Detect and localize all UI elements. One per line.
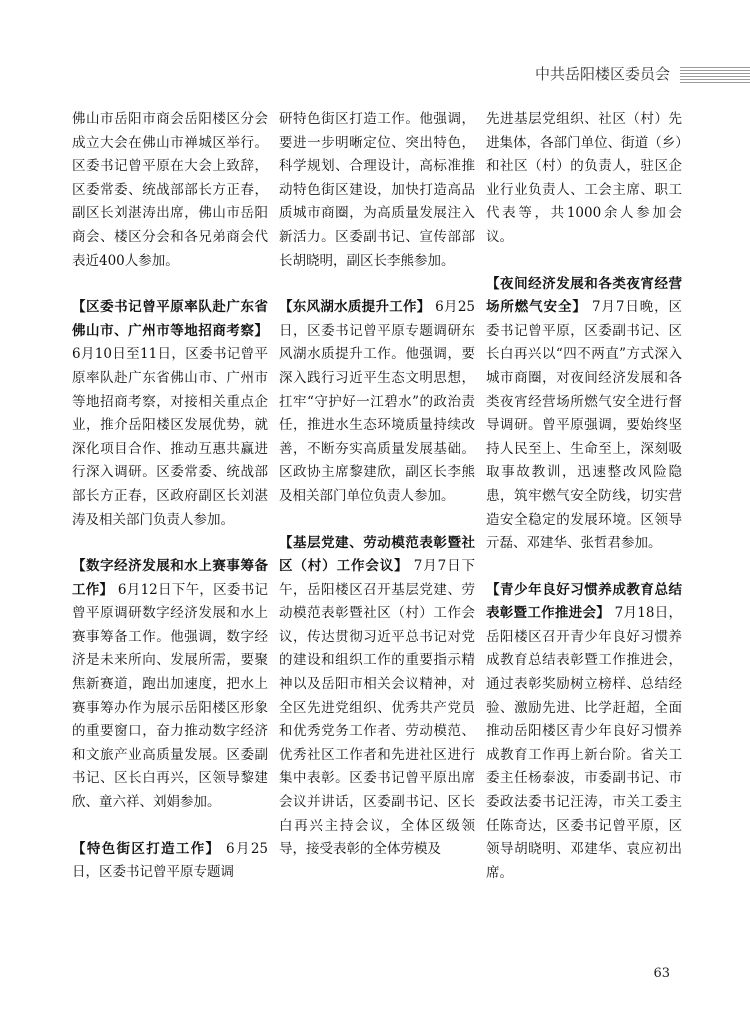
text-column-3 <box>486 108 682 908</box>
paragraph <box>486 108 682 250</box>
text-column-2 <box>279 108 475 885</box>
paragraph-body: 6月25日，区委书记曾平原专题调研东风湖水质提升工作。他强调，要深入践行习近平生态文明思想，扛牢“守护好一江碧水”的政治责任，推进水生态环境质量持续改善，不断夯实高质量发展基础。区政协主席黎建欣，副区长李熊及相关部门单位负责人参加。 <box>279 299 475 504</box>
section-heading: 【青少年良好习惯养成教育总结表彰暨工作推进会】 <box>486 581 682 622</box>
page-number: 63 <box>653 966 670 981</box>
paragraph <box>486 273 682 556</box>
paragraph-body: 7月7日下午，岳阳楼区召开基层党建、劳动模范表彰暨社区（村）工作会议，传达贯彻习近平总书记对党的建设和组织工作的重要指示精神以及岳阳市相关会议精神，对全区先进党组织、优秀共产党员和优秀党务工作者、劳动模范、优秀社区工作者和先进社区进行集中表彰。区委书记曾平原出席会议并讲话，区委副书记、区长白再兴主持会议，全体区级领导，接受表彰的全体劳模及 <box>279 558 475 858</box>
paragraph-body: 先进基层党组织、社区（村）先进集体，各部门单位、街道（乡）和社区（村）的负责人，驻区企业行业负责人、工会主席、职工代表等，共1000余人参加会议。 <box>486 111 682 245</box>
paragraph <box>486 579 682 886</box>
paragraph <box>72 555 268 815</box>
section-heading: 【基层党建、劳动模范表彰暨社区（村）工作会议】 <box>279 534 475 575</box>
paragraph-body: 7月18日，岳阳楼区召开青少年良好习惯养成教育总结表彰暨工作推进会，通过表彰奖励树立榜样、总结经验、激励先进、比学赶超，全面推动岳阳楼区青少年良好习惯养成教育工作再上新台阶。省关工委主任杨泰波，市委副书记、市委政法委书记汪涛，市关工委主任陈奇达，区委书记曾平原，区领导胡晓明、邓建华、袁应初出席。 <box>486 605 682 881</box>
paragraph-body: 佛山市岳阳市商会岳阳楼区分会成立大会在佛山市禅城区举行。区委书记曾平原在大会上致辞，区委常委、统战部部长方正春，副区长刘湛涛出席，佛山市岳阳商会、楼区分会和各兄弟商会代表近400人参加。 <box>72 111 268 269</box>
paragraph-body: 研特色街区打造工作。他强调，要进一步明晰定位、突出特色，科学规划、合理设计，高标准推动特色街区建设，加快打造高品质城市商圈，为高质量发展注入新活力。区委副书记、宣传部部长胡晓明，副区长李熊参加。 <box>279 111 475 269</box>
paragraph <box>72 838 268 885</box>
paragraph <box>72 296 268 532</box>
paragraph-body: 6月25日，区委书记曾平原专题调 <box>72 840 268 881</box>
section-heading: 【夜间经济发展和各类夜宵经营场所燃气安全】 <box>486 275 682 316</box>
section-heading: 【东风湖水质提升工作】 <box>279 299 431 316</box>
running-header <box>0 64 750 86</box>
paragraph <box>279 108 475 273</box>
paragraph <box>72 108 268 273</box>
section-heading: 【区委书记曾平原率队赴广东省佛山市、广州市等地招商考察】 <box>72 299 268 339</box>
paragraph <box>279 296 475 508</box>
paragraph-body: 6月10日至11日，区委书记曾平原率队赴广东省佛山市、广州市等地招商考察，对接相关重点企业，推介岳阳楼区发展优势，就深化项目合作、推动互惠共赢进行深入调研。区委常委、统战部部长方正春，区政府副区长刘湛涛及相关部门负责人参加。 <box>72 346 268 528</box>
section-heading: 【数字经济发展和水上赛事筹备工作】 <box>72 558 268 598</box>
paragraph <box>279 532 475 862</box>
section-heading: 【特色街区打造工作】 <box>72 840 221 857</box>
header-title: 中共岳阳楼区委员会 <box>534 65 670 83</box>
paragraph-body: 6月12日下午，区委书记曾平原调研数字经济发展和水上赛事筹备工作。他强调，数字经济是未来所向、发展所需，要聚焦新赛道，跑出加速度，把水上赛事筹办作为展示岳阳楼区形象的重要窗口，奋力推动数字经济和文旅产业高质量发展。区委副书记、区长白再兴，区领导黎建欣、童六祥、刘娟参加。 <box>72 581 268 811</box>
text-column-1 <box>72 108 268 908</box>
header-rule-decoration <box>680 67 750 83</box>
paragraph-body: 7月7日晚，区委书记曾平原，区委副书记、区长白再兴以“四不两直”方式深入城市商圈，对夜间经济发展和各类夜宵经营场所燃气安全进行督导调研。曾平原强调，要始终坚持人民至上、生命至上，深刻吸取事故教训，迅速整改风险隐患，筑牢燃气安全防线，切实营造安全稳定的发展环境。区领导亓磊、邓建华、张哲君参加。 <box>486 299 682 552</box>
